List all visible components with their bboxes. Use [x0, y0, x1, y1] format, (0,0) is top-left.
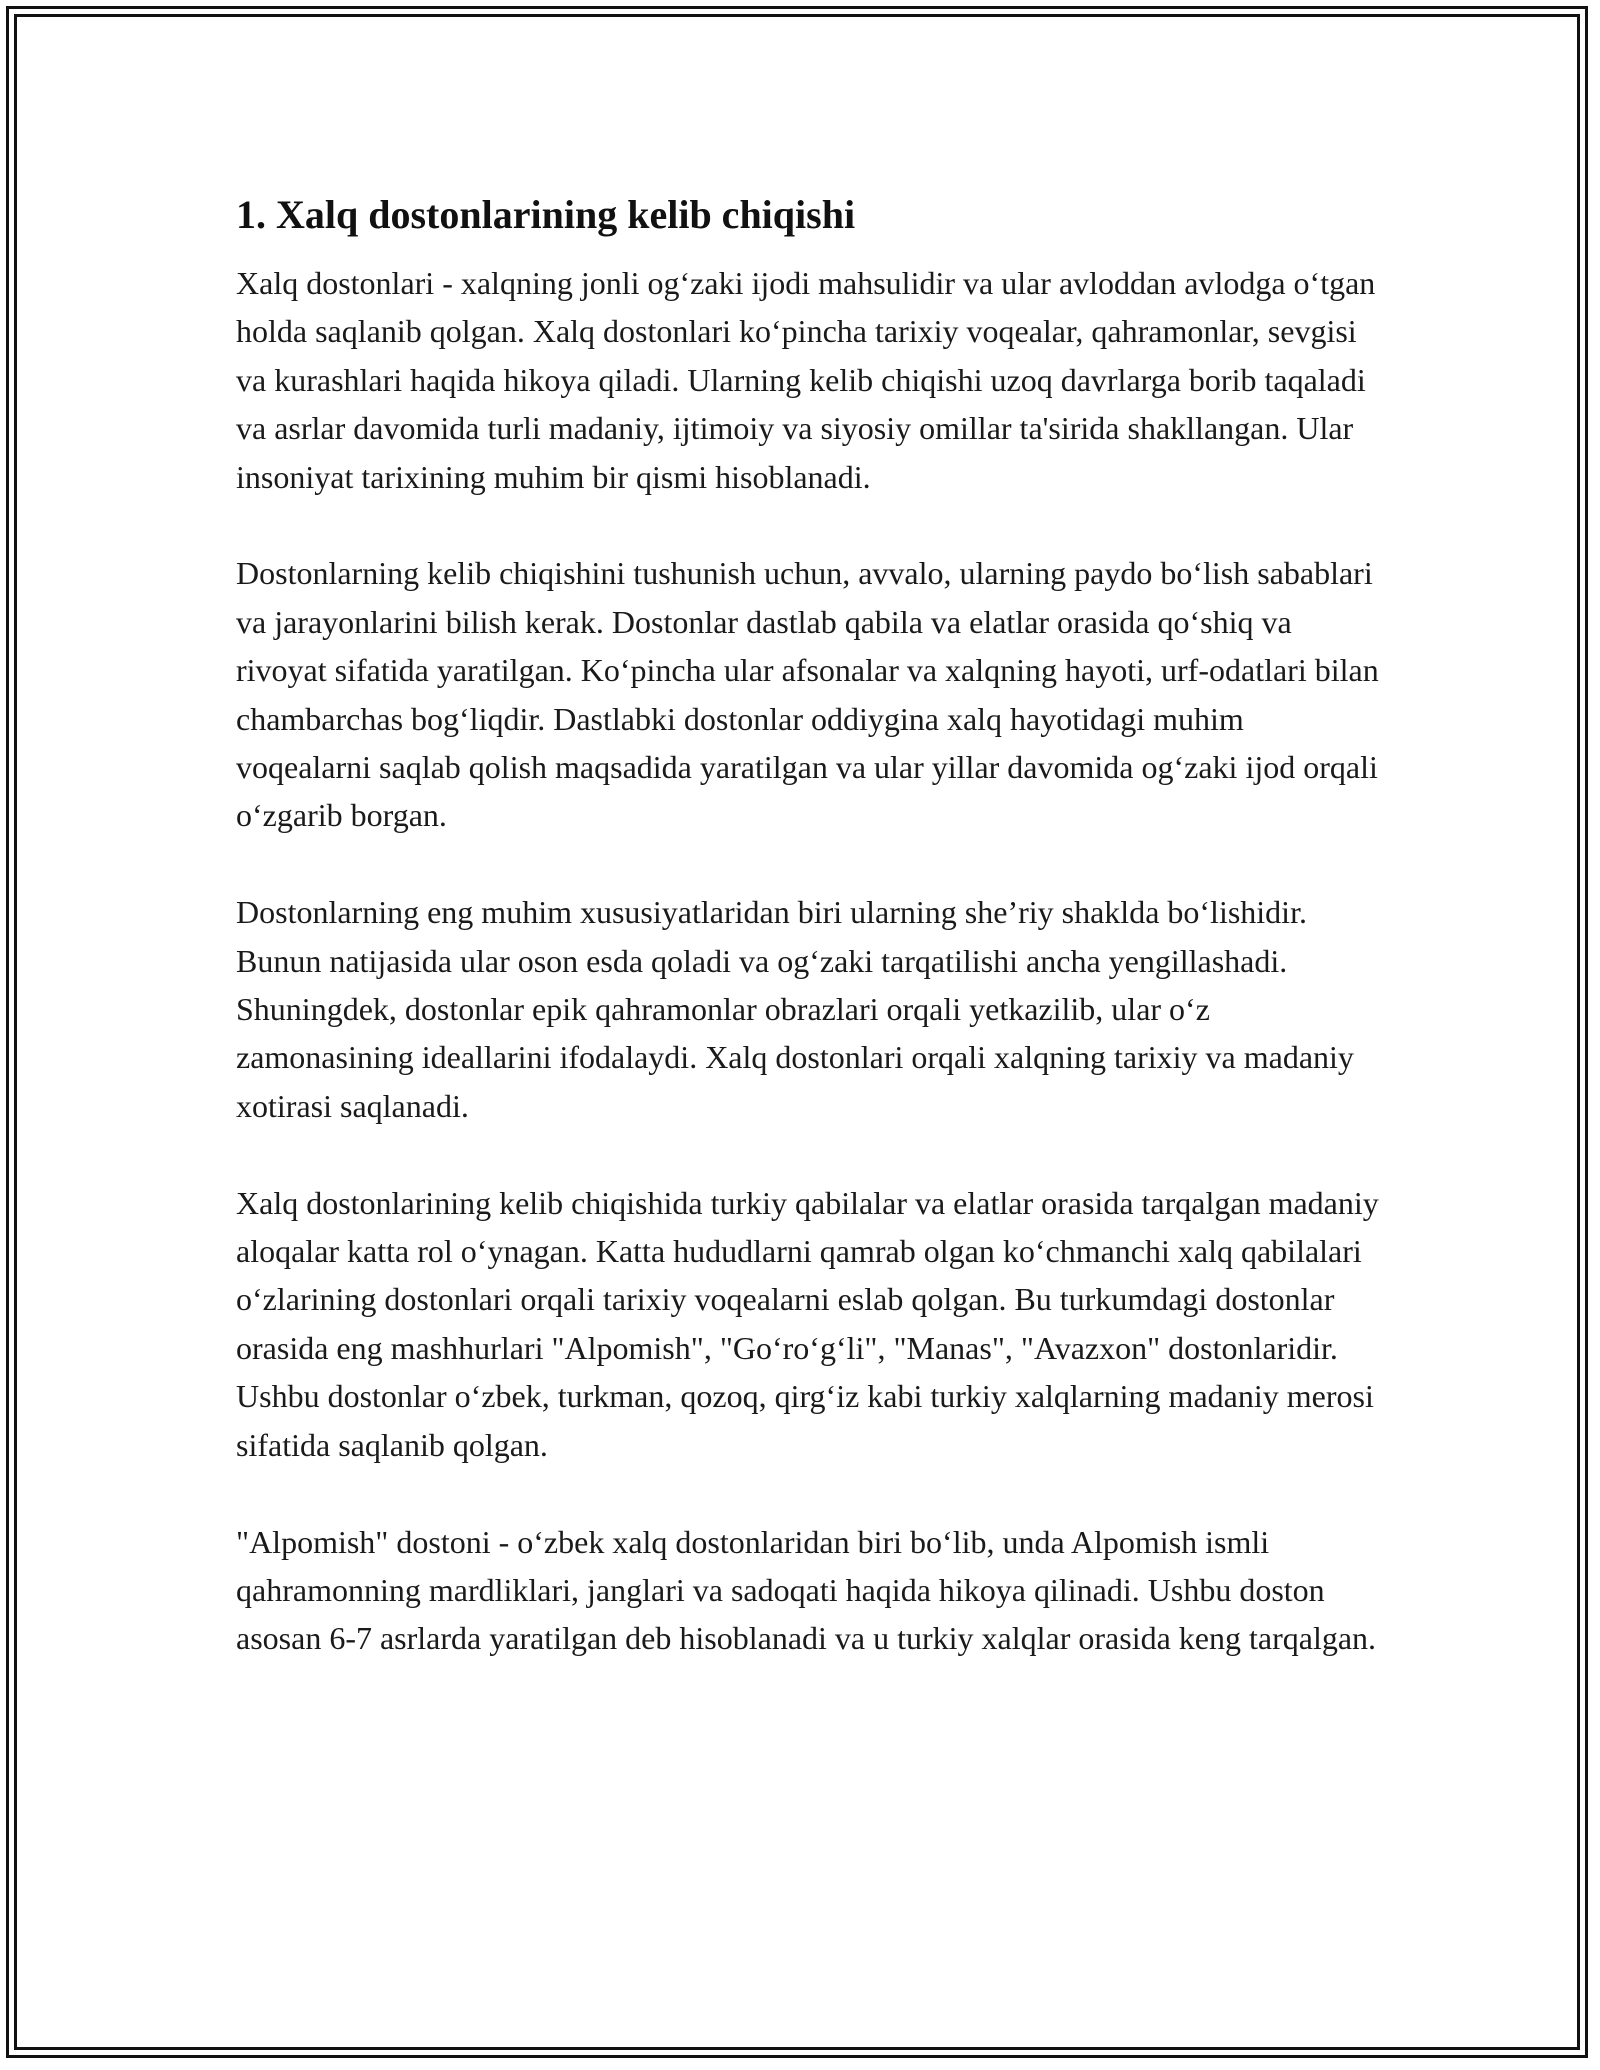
paragraph-5: "Alpomish" dostoni - o‘zbek xalq dostonlaridan biri bo‘lib, unda Alpomish ismli qahramonning mardliklari, janglari va sadoqati haqida hikoya qilinadi. Ushbu doston asosan 6-7 asrlarda yaratilgan deb hisoblanadi va u turkiy xalqlar orasida keng tarqalgan. — [236, 1523, 1377, 1657]
document-body — [236, 185, 1386, 1663]
paragraph-4: Xalq dostonlarining kelib chiqishida turkiy qabilalar va elatlar orasida tarqalgan madaniy aloqalar katta rol o‘ynagan. Katta hududlarni qamrab olgan ko‘chmanchi xalq qabilalari o‘zlarining dostonlari orqali tarixiy voqealarni eslab qolgan. Bu turkumdagi dostonlar orasida eng mashhurlari "Alpomish", "Go‘ro‘g‘li", "Manas", "Avazxon" dostonlaridir. Ushbu dostonlar o‘zbek, turkman, qozoq, qirg‘iz kabi turkiy xalqlarning madaniy merosi sifatida saqlanib qolgan. — [236, 1184, 1379, 1463]
paragraph-2: Dostonlarning kelib chiqishini tushunish uchun, avvalo, ularning paydo bo‘lish sabablari va jarayonlarini bilish kerak. Dostonlar dastlab qabila va elatlar orasida qo‘shiq va rivoyat sifatida yaratilgan. Ko‘pincha ular afsonalar va xalqning hayoti, urf-odatlari bilan chambarchas bog‘liqdir. Dastlabki dostonlar oddiygina xalq hayotidagi muhim voqealarni saqlab qolish maqsadida yaratilgan va ular yillar davomida og‘zaki ijod orqali o‘zgarib borgan. — [236, 555, 1379, 834]
paragraph-1: Xalq dostonlari - xalqning jonli og‘zaki ijodi mahsulidir va ular avloddan avlodga o‘tgan holda saqlanib qolgan. Xalq dostonlari ko‘pincha tarixiy voqealar, qahramonlar, sevgisi va kurashlari haqida hikoya qiladi. Ularning kelib chiqishi uzoq davrlarga borib taqaladi va asrlar davomida turli madaniy, ijtimoiy va siyosiy omillar ta'sirida shakllangan. Ular insoniyat tarixining muhim bir qismi hisoblanadi. — [236, 265, 1376, 495]
paragraph-3: Dostonlarning eng muhim xususiyatlaridan biri ularning she’riy shaklda bo‘lishidir. Bunun natijasida ular oson esda qoladi va og‘zaki tarqatilishi ancha yengillashadi. Shuningdek, dostonlar epik qahramonlar obrazlari orqali yetkazilib, ular o‘z zamonasining ideallarini ifodalaydi. Xalq dostonlari orqali xalqning tarixiy va madaniy xotirasi saqlanadi. — [236, 894, 1354, 1124]
section-heading: 1. Xalq dostonlarining kelib chiqishi — [236, 192, 856, 237]
